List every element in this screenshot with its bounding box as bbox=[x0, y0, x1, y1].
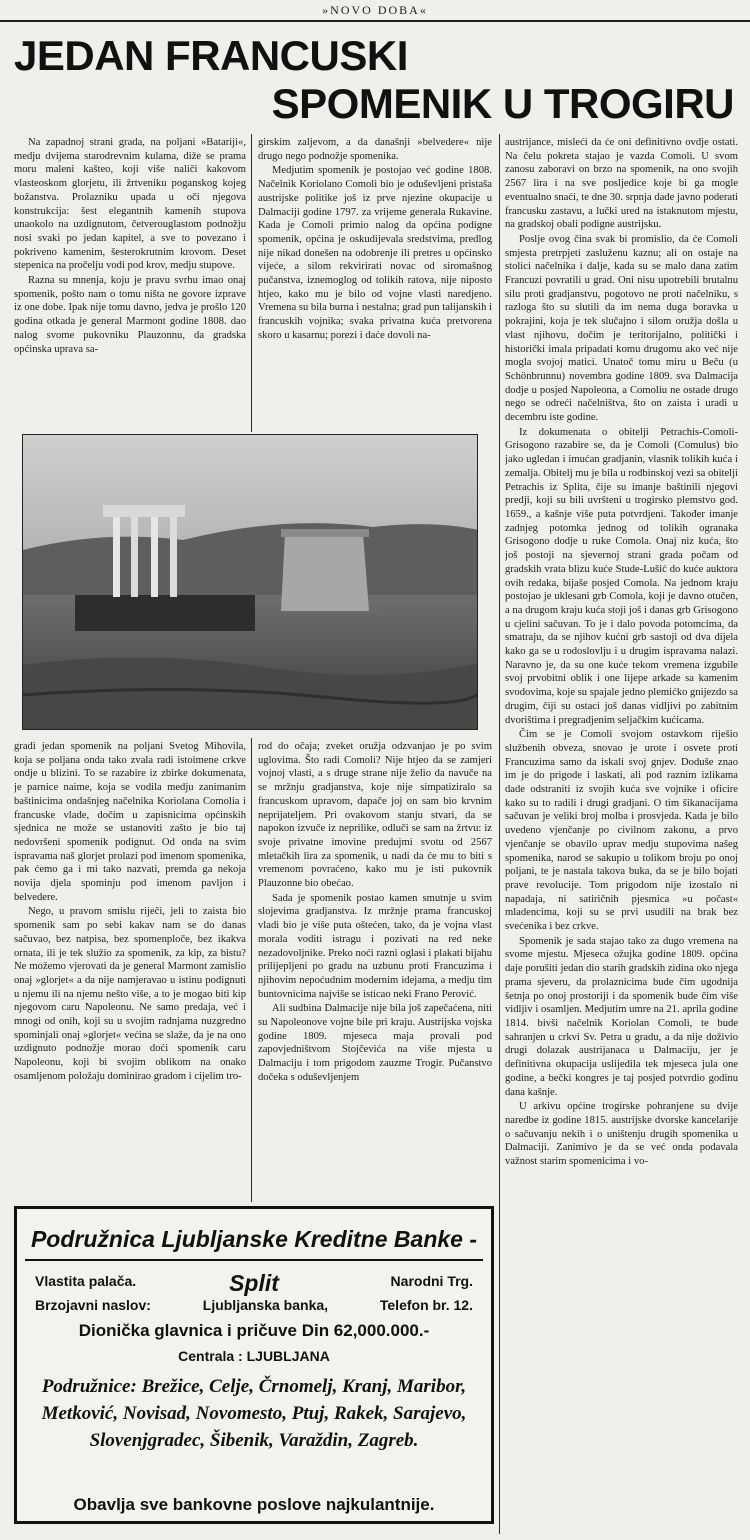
paragraph: gradi jedan spomenik na poljani Svetog Mihovila, koja se poljana onda tako zvala radi istoimene crkve ondje u blizini. To se razabire iz zbirke dokumenata, je parnice naime, koja se vodila medju zanimanim baštinicima ondašnjeg načelnika Koriolana Comolia i francuske vlade, dočim u zapisnicima općinskih sjednica ne može se ustanoviti zašto je bio taj nedovršeni spomenik podignut. Od onda na svim ispravama naš glorjet prolazi pod imenom spomenika, pak ćemo ga i mi tako nazvati, premda ga nekoja novija djela spominju pod imenom pavljon i belvedere. bbox=[14, 741, 246, 903]
monument-photo-drawing bbox=[23, 435, 478, 730]
paragraph: Spomenik je sada stajao tako za dugo vremena na svome mjestu. Mjeseca ožujka godine 1809. općina daje porušiti jedan dio starih gradskih zidina oko njega prama sjeveru, da prolaznicima bude čim ugodnija šetnja po onoj prostoriji i da spomenik bude čim više vidljiv i osamljen. Medjutim umre na 21. aprila godine 1814. bivši načelnik Koriolan Comoli, te bude sahranjen u crkvi Sv. Petra u gradu, a da nije doživio drugi dolazak austrijanaca u Dalmaciju, jer je definitivna okupacija uslijedila tek mjeseca jula one godine, a bečki kongres je taj posjed potvrdio godinu dana kašnje. bbox=[505, 935, 738, 1098]
headline-line-1: JEDAN FRANCUSKI bbox=[14, 32, 408, 79]
bank-advertisement bbox=[14, 1206, 494, 1524]
paragraph: Na zapadnoj strani grada, na poljani »Batariji«, medju dvijema starodrevnim kulama, diže se prama moru maleni kašteo, koji više naliči kakovom vlasteoskom glorjetu, ili žrtveniku poganskog kojeg božanstva. Prolazniku upada u oči njegova konstrukcija: šest elegantnih kamenih stupova unaokolo na uzdignutom, četverouglastom podnožju nosi svaki po jedan kapitel, a sve to povezano i pokriveno kamenim, šesterokrutnim krovom. Deset stepenica na pročelju vodi pod krov, medju stupove. bbox=[14, 137, 246, 272]
column-3 bbox=[505, 136, 738, 1532]
ad-telegraph-label: Brzojavni naslov: bbox=[35, 1297, 151, 1313]
paragraph: Nego, u pravom smislu riječi, jeli to zaista bio spomenik sam po sebi kakav nam se do danas sačuvao, bez natpisa, bez spomenploče, bez ikakva ornata, ili je tek služio za spomenik, za kip, za bistu? Ne možemo vjerovati da je general Marmont zamislio onaj »glorjet« a da nije namjeravao u istinu podignuti u njemu ili na njemu nešto više, a to je mogao biti kip njegovom caru Napoleonu. Ne samo predaja, već i mnogi od onih, koji su u svojim radnjama nuzgredno spominjali onaj »glorjet« većina se slaže, da je na ono uzdignuto podnožje morao doći spomenik caru Napoleonu, koji bi svojim oblikom na onako osamljenom položaju dominirao gradom i cijelim tro- bbox=[14, 906, 246, 1082]
ad-square: Narodni Trg. bbox=[390, 1273, 473, 1289]
ad-title: Podružnica Ljubljanske Kreditne Banke - Split bbox=[25, 1217, 483, 1261]
ad-phone: Telefon br. 12. bbox=[379, 1297, 473, 1313]
column-1-top bbox=[14, 136, 246, 428]
ad-central: Centrala : LJUBLJANA bbox=[178, 1348, 330, 1364]
article-headline bbox=[8, 32, 748, 128]
column-2-bottom bbox=[258, 740, 492, 1200]
paragraph: Sada je spomenik postao kamen smutnje u svim slojevima gradjanstva. Iz mržnje prama francuskoj vladi bio je više puta oštećen, tako, da je vojna vlast morala voditi istragu i pozivati na red neke nezadovoljnike. Preko noći razni oglasi i plakati bijahu prilijepljeni po gradu na uzbunu proti Francuzima i njihovim nepoćudnim modernim idejama, a medju tim buntovnicima najviše se isticao neki Frano Perović. bbox=[258, 892, 492, 1000]
column-rule bbox=[499, 134, 500, 1534]
ad-palace: Vlastita palača. bbox=[35, 1273, 137, 1289]
paragraph: Poslje ovog čina svak bi promislio, da će Comoli smjesta pretrpjeti zasluženu kaznu; ali on ostaje na stolici načelnika i dalje, kada su se malo dana zatim Francuzi povratili u grad. Oni nisu upotrebili brutalnu silu proti gradjanstvu, pogotovo ne proti načelniku, s razloga što su slutili da im nema duga boravka u pokrajini, koja je tek slučajno i silom oružja došla u vlast njihovu, dočim je teritorijalno, politički i historički imala pripadati komu drugomu ako već nije mogla svojoj matici. Unatoč tomu miru u Beču (u Schönbrunnu) novembra godine 1809. sva Dalmacija dodje u posjed Napoleona, a Comoliu ne ostade drugo nego se odreći načelništva, što on zaista i uradi u decembru iste godine. bbox=[505, 233, 738, 424]
running-title: »NOVO DOBA« bbox=[322, 3, 428, 17]
ad-capital: Dionička glavnica i pričuve Din 62,000.000.- bbox=[78, 1321, 430, 1340]
ad-telegraph-value: Ljubljanska banka, bbox=[202, 1297, 329, 1313]
paragraph: girskim zaljevom, a da današnji »belvedere« nije drugo nego podnožje spomenika. bbox=[258, 137, 492, 162]
headline-line-2: SPOMENIK U TROGIRU bbox=[271, 80, 734, 127]
column-1-bottom bbox=[14, 740, 246, 1200]
column-2-top bbox=[258, 136, 492, 428]
running-header bbox=[0, 0, 750, 22]
paragraph: rod do očaja; zveket oružja odzvanjao je po svim uglovima. Što radi Comoli? Nije htjeo da se zamjeri vojnoj vlasti, a s druge strane nije želio da navuče na se mržnju gradjanstva, koje nije simpatiziralo sa francuskom upravom, dapače joj on sam bio krvnim neprijateljem. Pri ovakovom stanju stvari, da se napokon izvuče iz neprilike, odluči se sam na žrtvu: iz svoje privatne imovine predujmi svotu od 2567 mletačkih lira za spomenik, u nadi da će mu to biti s vremenom povraćeno, kako mu je isti pukovnik Plauzonne bio obećao. bbox=[258, 741, 492, 890]
ad-footer: Obavlja sve bankovne poslove najkulantnije. bbox=[73, 1495, 435, 1514]
column-rule bbox=[251, 738, 252, 1202]
paragraph: Iz dokumenata o obitelji Petrachis-Comoli-Grisogono razabire se, da je Comoli (Comulus) bio jako ugledan i imućan gradjanin, vlasnik tolikih kuća i zemalja. Obitelj mu je bila u rodbinskoj vezi sa obitelji Petrachis iz Splita, čije su imanje baštinili njegovi predji, koji su bili uvršteni u trogirsko plemstvo god. 1659., a kašnje više puta potvrdjeni. Također imanje zadnjeg potomka jednog od tolikih ogranaka Grisogono dodje u ruke Comola. Onaj niz kuća, što još postoji na sjevernoj strani grada počam od gradskih vrata blizu kuće Stude-Lušić do kuće auktora ovih redaka, bijaše posjed Comola. Na jednom kraju postojao je uklesani grb Comola, koji je davno otučen, a na drugom kraju kuća stoji još i danas grb Grisogono u cjelini sačuvan. To je i dalo povoda potomcima, da smatraju, da se njihov kućni grb sastoji od dva dijela kako ga se u rodoslovlju i u drugim ispravama nalazi. Naravno je, da su one kuće tekom vremena izgubile svoj prvobitni oblik i one lijepe arkade sa kamenim svodovima, koje su spajale jedno plemićko gnijezdo sa drugim, čiji su ostaci još danas vidljivi po zabitnim dvorištima i pregradjenim seljačkim kućicama. bbox=[505, 426, 738, 726]
monument-photograph bbox=[22, 434, 478, 730]
paragraph: U arkivu općine trogirske pohranjene su dvije naredbe iz godine 1815. austrijske dvorske kancelarije o sačuvanju nekih i o uništenju drugih spomenika u Dalmaciji. Zanimivo je da se već onda podavala važnost starim spomenicima i vo- bbox=[505, 1101, 738, 1168]
paragraph: Ali sudbina Dalmacije nije bila još zapečaćena, niti su Napoleonove vojne bile pri kraju. Austrijska vojska godine 1809. mjeseca maja provali pod zapovjedništvom Stojčevića na više mjesta u Dalmaciju i tom prigodom zauzme Trogir. Pučanstvo dočeka s oduševljenjem bbox=[258, 1003, 492, 1083]
column-rule bbox=[251, 134, 252, 432]
ad-branches: Podružnice: Brežice, Celje, Črnomelj, Kranj, Maribor, Metković, Novisad, Novomesto, Ptuj, Rakek, Sarajevo, Slovenjgradec, Šibenik, Varaždin, Zagreb. bbox=[41, 1376, 467, 1451]
paragraph: Čim se je Comoli svojom ostavkom riješio službenih obveza, snovao je urote i osvete proti Francuzima samo da iskali svoj gnjev. Doduše znao im je do prigode i laskati, ali pod raznim izlikama dade odstraniti iz svojih kuća sve vojnike i oficire kako su to radili i drugi gradjani. O tim šikanacijama sačuvan je veliki broj molba i prosvjeda. Kada je bilo uvedeno vjenčanje po civilnom zakonu, a prvo vjenčanje se obavilo uprav medju stupovima našeg spomenika, narod se sakupio u tolikom broju po onoj poljani, te je nastala takova buka, da se je bilo bojati prave revolucije. Tom prigodom nije izostalo ni napadaja, ni satiričnih pjesmica »u počast« mladencima, koji su se prvi usudili na brak bez svećenika i bez crkve. bbox=[505, 729, 738, 933]
ad-row-contact bbox=[17, 1293, 491, 1317]
paragraph: austrijance, misleći da će oni definitivno ovdje ostati. Na čelu pokreta stajao je vazda Comoli. U svom zanosu zaboravi on brzo na spomenik, na ono svojih 2567 lira i na sve posljedice koje bi ga mogle eventualno snaći, te dne 30. srpnja dade javno poderati francusku zastavu, a lučki ured na istaknutom mjestu, na gradskoj obali podigne austrijsku. bbox=[505, 137, 738, 231]
paragraph: Razna su mnenja, koju je pravu svrhu imao onaj spomenik, pošto nam o tomu ništa ne govore izprave iz one dobe. Ipak nije tomu davno, jedva je prošlo 120 godina otkada je general Marmont godine 1808. dao nalog svome pukovniku Plauzonnu, da gradska općinska uprava sa- bbox=[14, 275, 246, 355]
paragraph: Medjutim spomenik je postojao već godine 1808. Načelnik Koriolano Comoli bio je oduševljeni pristaša austrijske politike još iz prve njezine okupacije u Dalmaciji godine 1797. za vrijeme generala Rukavine. Kada je Comoli primio nalog da općina podigne spomenik, općina je oskudijevala sredstvima, predlog nije nikad donešen na odobrenje ili pretres u općinsko vijeće, a silom rekvirirati novac od siromašnog pučanstva, iznemoglog od tolikih ratova, nije niposto htjeo, kako mu je bilo od vojne vlasti naredjeno. Vremena su bila burna i nestalna; grad pun talijanskih i francuskih vojnika; svaka privatna kuća pretvorena skoro u kasarnu; porezi i daće dovoli na- bbox=[258, 165, 492, 341]
